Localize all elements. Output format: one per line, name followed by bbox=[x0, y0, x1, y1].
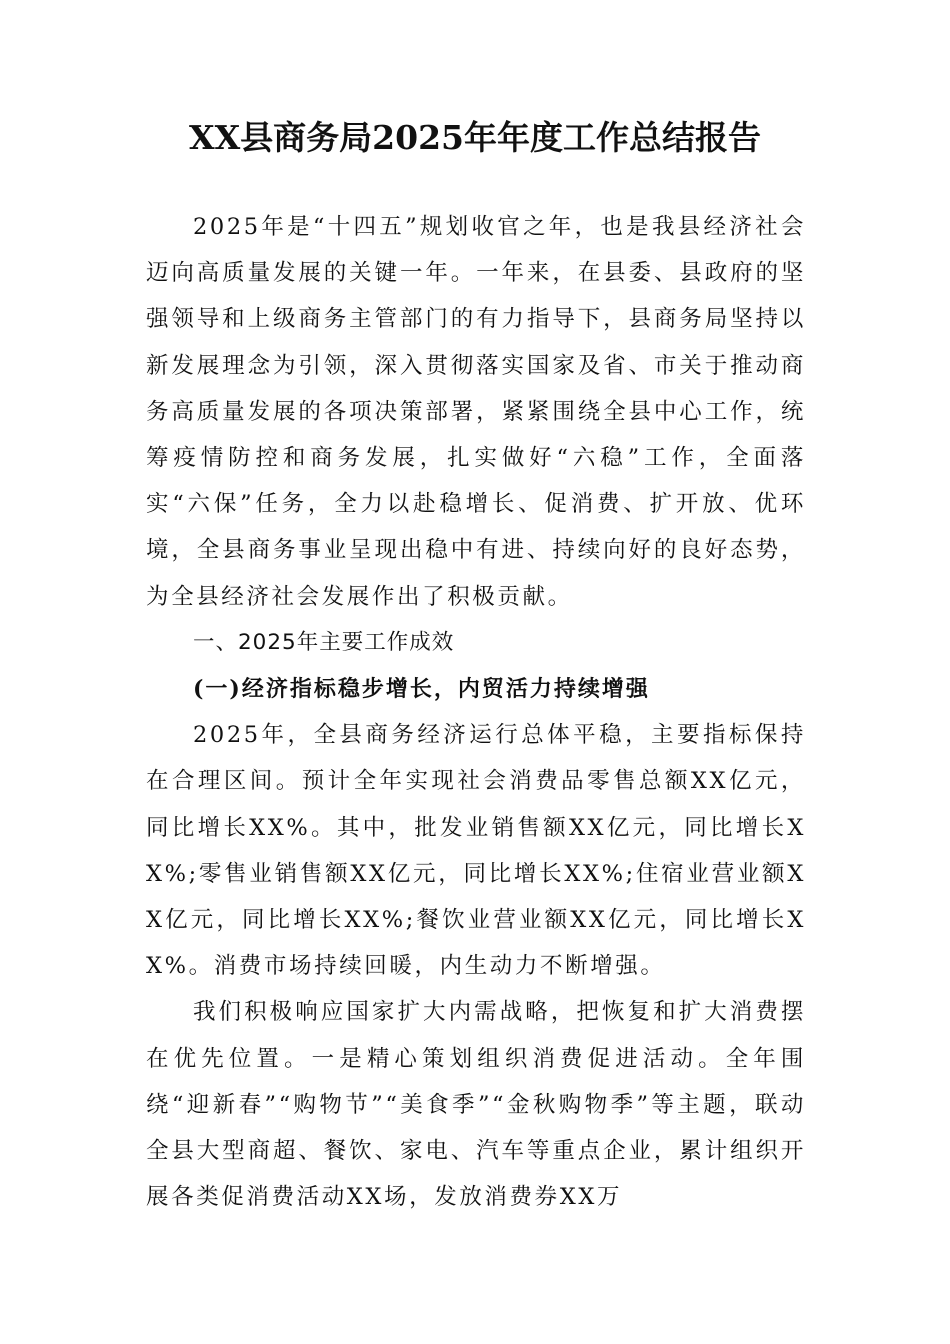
document-body bbox=[146, 204, 806, 1220]
intro-paragraph: 2025年是“十四五”规划收官之年，也是我县经济社会迈向高质量发展的关键一年。一年来，在县委、县政府的坚强领导和上级商务主管部门的有力指导下，县商务局坚持以新发展理念为引领，深入贯彻落实国家及省、市关于推动商务高质量发展的各项决策部署，紧紧围绕全县中心工作，统筹疫情防控和商务发展，扎实做好“六稳”工作，全面落实“六保”任务，全力以赴稳增长、促消费、扩开放、优环境，全县商务事业呈现出稳中有进、持续向好的良好态势，为全县经济社会发展作出了积极贡献。 bbox=[146, 214, 806, 610]
subsection-heading-1: (一)经济指标稳步增长，内贸活力持续增强 bbox=[193, 676, 650, 703]
section-heading-1: 一、2025年主要工作成效 bbox=[193, 629, 455, 655]
consumption-paragraph: 我们积极响应国家扩大内需战略，把恢复和扩大消费摆在优先位置。一是精心策划组织消费促进活动。全年围绕“迎新春”“购物节”“美食季”“金秋购物季”等主题，联动全县大型商超、餐饮、家电、汽车等重点企业，累计组织开展各类促消费活动XX场，发放消费券XX万 bbox=[146, 999, 806, 1211]
document-title: XX县商务局2025年年度工作总结报告 bbox=[188, 118, 762, 157]
indicators-paragraph: 2025年，全县商务经济运行总体平稳，主要指标保持在合理区间。预计全年实现社会消费品零售总额XX亿元，同比增长XX%。其中，批发业销售额XX亿元，同比增长XX%;零售业销售额XX亿元，同比增长XX%;住宿业营业额XX亿元，同比增长XX%;餐饮业营业额XX亿元，同比增长XX%。消费市场持续回暖，内生动力不断增强。 bbox=[146, 722, 806, 980]
